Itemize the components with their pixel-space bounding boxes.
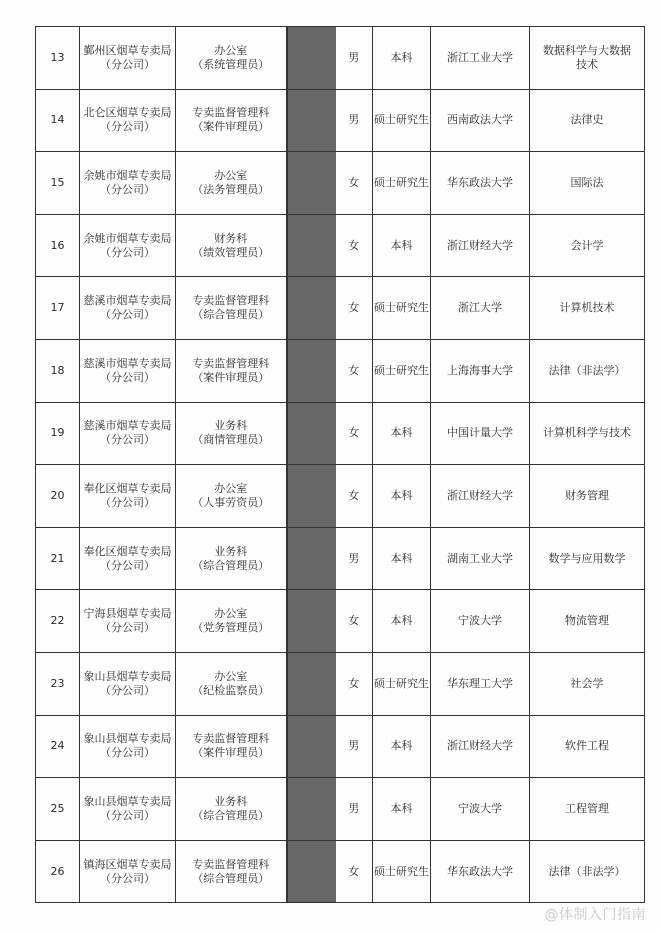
cell-gender: 女 xyxy=(335,214,373,277)
cell-gender: 男 xyxy=(335,778,373,841)
cell-unit xyxy=(80,89,176,152)
cell-major-line: 国际法 xyxy=(570,175,604,189)
cell-post xyxy=(176,89,287,152)
table-row xyxy=(36,527,645,590)
cell-unit xyxy=(80,277,176,340)
cell-gender: 男 xyxy=(335,527,373,590)
cell-post xyxy=(176,214,287,277)
cell-major-line: 技术 xyxy=(576,57,598,71)
cell-unit-line: 奉化区烟草专卖局 xyxy=(83,481,172,495)
cell-post-line: 办公室 xyxy=(214,168,248,182)
cell-school: 浙江财经大学 xyxy=(431,465,530,528)
cell-post-line: 办公室 xyxy=(214,481,248,495)
cell-unit-line: （分公司） xyxy=(100,808,155,822)
cell-unit xyxy=(80,27,176,90)
table-row xyxy=(36,277,645,340)
cell-degree: 本科 xyxy=(373,778,431,841)
cell-redacted-name xyxy=(287,152,335,215)
cell-number: 16 xyxy=(36,214,80,277)
cell-post-line: 办公室 xyxy=(214,43,248,57)
table-row xyxy=(36,339,645,402)
redaction-bar xyxy=(288,716,336,778)
cell-major-line: 计算机技术 xyxy=(559,301,615,315)
cell-unit xyxy=(80,590,176,653)
cell-degree: 硕士研究生 xyxy=(373,89,431,152)
cell-school: 湖南工业大学 xyxy=(431,527,530,590)
cell-unit-line: 北仑区烟草专卖局 xyxy=(83,106,172,120)
cell-degree: 本科 xyxy=(373,402,431,465)
cell-unit-line: （分公司） xyxy=(100,308,155,322)
redaction-bar xyxy=(288,590,336,652)
redaction-bar xyxy=(288,778,336,840)
table-row xyxy=(36,214,645,277)
cell-number: 17 xyxy=(36,277,80,340)
cell-degree: 本科 xyxy=(373,527,431,590)
cell-post xyxy=(176,840,287,903)
cell-post-line: 专卖监督管理科 xyxy=(192,732,270,746)
cell-post-line: （案件审理员） xyxy=(192,120,270,134)
cell-major xyxy=(530,778,645,841)
cell-unit-line: 奉化区烟草专卖局 xyxy=(83,544,172,558)
cell-unit xyxy=(80,527,176,590)
redaction-bar xyxy=(288,465,336,527)
cell-major xyxy=(530,652,645,715)
cell-school: 浙江工业大学 xyxy=(431,27,530,90)
cell-post-line: 专卖监督管理科 xyxy=(192,857,270,871)
table-row xyxy=(36,840,645,903)
cell-number: 23 xyxy=(36,652,80,715)
cell-post-line: （党务管理员） xyxy=(192,621,270,635)
cell-major-line: 计算机科学与技术 xyxy=(543,426,631,440)
cell-number: 21 xyxy=(36,527,80,590)
cell-post xyxy=(176,27,287,90)
cell-degree: 硕士研究生 xyxy=(373,652,431,715)
cell-gender: 女 xyxy=(335,402,373,465)
cell-unit-line: 余姚市烟草专卖局 xyxy=(83,231,172,245)
cell-unit xyxy=(80,652,176,715)
cell-degree: 本科 xyxy=(373,715,431,778)
cell-degree: 硕士研究生 xyxy=(373,277,431,340)
redaction-bar xyxy=(288,841,336,903)
cell-gender: 女 xyxy=(335,590,373,653)
cell-unit-line: （分公司） xyxy=(100,182,155,196)
cell-school: 西南政法大学 xyxy=(431,89,530,152)
cell-unit-line: 宁海县烟草专卖局 xyxy=(83,607,172,621)
cell-gender: 男 xyxy=(335,27,373,90)
cell-unit-line: （分公司） xyxy=(100,57,155,71)
cell-post xyxy=(176,778,287,841)
cell-number: 25 xyxy=(36,778,80,841)
cell-major-line: 财务管理 xyxy=(565,488,609,502)
cell-post xyxy=(176,339,287,402)
redaction-bar xyxy=(288,653,336,715)
cell-major xyxy=(530,89,645,152)
cell-major-line: 法律（非法学） xyxy=(548,363,626,377)
cell-major xyxy=(530,277,645,340)
table-row xyxy=(36,778,645,841)
cell-post-line: （综合管理员） xyxy=(192,808,270,822)
cell-major-line: 物流管理 xyxy=(565,614,609,628)
cell-unit-line: 象山县烟草专卖局 xyxy=(83,794,172,808)
cell-unit xyxy=(80,402,176,465)
cell-unit-line: （分公司） xyxy=(100,746,155,760)
cell-post-line: （纪检监察员） xyxy=(192,683,270,697)
table-row xyxy=(36,590,645,653)
cell-major-line: 法律（非法学） xyxy=(548,864,626,878)
cell-school: 中国计量大学 xyxy=(431,402,530,465)
cell-redacted-name xyxy=(287,27,335,90)
cell-number: 19 xyxy=(36,402,80,465)
cell-gender: 女 xyxy=(335,277,373,340)
cell-redacted-name xyxy=(287,339,335,402)
cell-gender: 女 xyxy=(335,152,373,215)
cell-post-line: （法务管理员） xyxy=(192,182,270,196)
cell-redacted-name xyxy=(287,89,335,152)
cell-school: 宁波大学 xyxy=(431,778,530,841)
cell-degree: 硕士研究生 xyxy=(373,840,431,903)
cell-redacted-name xyxy=(287,277,335,340)
cell-post-line: 业务科 xyxy=(214,544,248,558)
cell-unit-line: （分公司） xyxy=(100,558,155,572)
cell-degree: 本科 xyxy=(373,214,431,277)
cell-number: 18 xyxy=(36,339,80,402)
cell-degree: 硕士研究生 xyxy=(373,152,431,215)
cell-school: 上海海事大学 xyxy=(431,339,530,402)
cell-unit-line: 鄞州区烟草专卖局 xyxy=(83,43,172,57)
cell-major xyxy=(530,465,645,528)
cell-major-line: 数学与应用数学 xyxy=(548,551,626,565)
cell-gender: 男 xyxy=(335,715,373,778)
table-row xyxy=(36,89,645,152)
cell-degree: 本科 xyxy=(373,465,431,528)
cell-redacted-name xyxy=(287,590,335,653)
cell-degree: 硕士研究生 xyxy=(373,339,431,402)
cell-post-line: 财务科 xyxy=(214,231,248,245)
cell-major xyxy=(530,152,645,215)
cell-redacted-name xyxy=(287,214,335,277)
cell-number: 14 xyxy=(36,89,80,152)
cell-number: 15 xyxy=(36,152,80,215)
redaction-bar xyxy=(288,277,336,339)
cell-gender: 女 xyxy=(335,465,373,528)
cell-unit xyxy=(80,339,176,402)
cell-gender: 女 xyxy=(335,652,373,715)
cell-number: 24 xyxy=(36,715,80,778)
cell-gender: 女 xyxy=(335,840,373,903)
cell-unit xyxy=(80,152,176,215)
cell-major xyxy=(530,339,645,402)
cell-major xyxy=(530,27,645,90)
cell-major-line: 数据科学与大数据 xyxy=(543,43,631,57)
cell-unit-line: 余姚市烟草专卖局 xyxy=(83,168,172,182)
cell-post-line: 办公室 xyxy=(214,669,248,683)
cell-number: 13 xyxy=(36,27,80,90)
redaction-bar xyxy=(288,152,336,214)
cell-major xyxy=(530,527,645,590)
cell-unit xyxy=(80,465,176,528)
cell-unit-line: （分公司） xyxy=(100,495,155,509)
cell-redacted-name xyxy=(287,652,335,715)
cell-post xyxy=(176,590,287,653)
cell-post-line: （综合管理员） xyxy=(192,308,270,322)
cell-post-line: （商情管理员） xyxy=(192,433,270,447)
cell-post-line: 专卖监督管理科 xyxy=(192,106,270,120)
cell-post-line: （绩效管理员） xyxy=(192,245,270,259)
cell-post-line: 专卖监督管理科 xyxy=(192,356,270,370)
cell-unit-line: （分公司） xyxy=(100,370,155,384)
cell-school: 浙江财经大学 xyxy=(431,715,530,778)
personnel-table xyxy=(35,26,645,903)
table-row xyxy=(36,152,645,215)
cell-major xyxy=(530,840,645,903)
cell-post xyxy=(176,652,287,715)
cell-major-line: 软件工程 xyxy=(565,739,609,753)
cell-major-line: 会计学 xyxy=(570,238,604,252)
cell-school: 浙江大学 xyxy=(431,277,530,340)
cell-major xyxy=(530,402,645,465)
cell-unit-line: （分公司） xyxy=(100,871,155,885)
cell-redacted-name xyxy=(287,840,335,903)
cell-degree: 本科 xyxy=(373,27,431,90)
table-row xyxy=(36,465,645,528)
cell-major-line: 法律史 xyxy=(570,113,604,127)
cell-unit-line: 慈溪市烟草专卖局 xyxy=(83,294,172,308)
cell-major-line: 社会学 xyxy=(570,676,604,690)
redaction-bar xyxy=(288,215,336,277)
cell-major-line: 工程管理 xyxy=(565,801,609,815)
cell-post-line: （综合管理员） xyxy=(192,558,270,572)
cell-unit-line: 镇海区烟草专卖局 xyxy=(83,857,172,871)
cell-unit-line: （分公司） xyxy=(100,245,155,259)
cell-redacted-name xyxy=(287,402,335,465)
cell-unit xyxy=(80,715,176,778)
cell-major xyxy=(530,715,645,778)
cell-redacted-name xyxy=(287,465,335,528)
table-row xyxy=(36,402,645,465)
cell-unit xyxy=(80,840,176,903)
cell-post xyxy=(176,715,287,778)
cell-post xyxy=(176,152,287,215)
redaction-bar xyxy=(288,403,336,465)
cell-unit-line: 慈溪市烟草专卖局 xyxy=(83,419,172,433)
cell-post-line: （综合管理员） xyxy=(192,871,270,885)
watermark: @体制入门指南 xyxy=(544,907,646,923)
cell-post-line: 业务科 xyxy=(214,794,248,808)
cell-unit-line: 象山县烟草专卖局 xyxy=(83,669,172,683)
table-row xyxy=(36,652,645,715)
cell-unit xyxy=(80,214,176,277)
redaction-bar xyxy=(288,90,336,152)
cell-post-line: 专卖监督管理科 xyxy=(192,294,270,308)
cell-redacted-name xyxy=(287,715,335,778)
cell-school: 华东政法大学 xyxy=(431,152,530,215)
cell-major xyxy=(530,214,645,277)
cell-post-line: （人事劳资员） xyxy=(192,495,270,509)
cell-unit-line: （分公司） xyxy=(100,621,155,635)
cell-post xyxy=(176,527,287,590)
cell-unit-line: （分公司） xyxy=(100,120,155,134)
cell-redacted-name xyxy=(287,527,335,590)
cell-post xyxy=(176,402,287,465)
table-row xyxy=(36,27,645,90)
cell-major xyxy=(530,590,645,653)
cell-number: 22 xyxy=(36,590,80,653)
cell-school: 宁波大学 xyxy=(431,590,530,653)
cell-gender: 女 xyxy=(335,339,373,402)
redaction-bar xyxy=(288,27,336,89)
cell-unit-line: 慈溪市烟草专卖局 xyxy=(83,356,172,370)
cell-unit xyxy=(80,778,176,841)
cell-school: 华东理工大学 xyxy=(431,652,530,715)
redaction-bar xyxy=(288,528,336,590)
cell-number: 26 xyxy=(36,840,80,903)
cell-school: 华东政法大学 xyxy=(431,840,530,903)
cell-school: 浙江财经大学 xyxy=(431,214,530,277)
cell-redacted-name xyxy=(287,778,335,841)
cell-post-line: （案件审理员） xyxy=(192,746,270,760)
cell-post-line: 业务科 xyxy=(214,419,248,433)
cell-unit-line: 象山县烟草专卖局 xyxy=(83,732,172,746)
cell-post-line: （系统管理员） xyxy=(192,57,270,71)
cell-post xyxy=(176,277,287,340)
table-row xyxy=(36,715,645,778)
cell-number: 20 xyxy=(36,465,80,528)
cell-post-line: （案件审理员） xyxy=(192,370,270,384)
redaction-bar xyxy=(288,340,336,402)
cell-degree: 本科 xyxy=(373,590,431,653)
cell-post xyxy=(176,465,287,528)
cell-gender: 男 xyxy=(335,89,373,152)
cell-unit-line: （分公司） xyxy=(100,683,155,697)
cell-post-line: 办公室 xyxy=(214,607,248,621)
cell-unit-line: （分公司） xyxy=(100,433,155,447)
